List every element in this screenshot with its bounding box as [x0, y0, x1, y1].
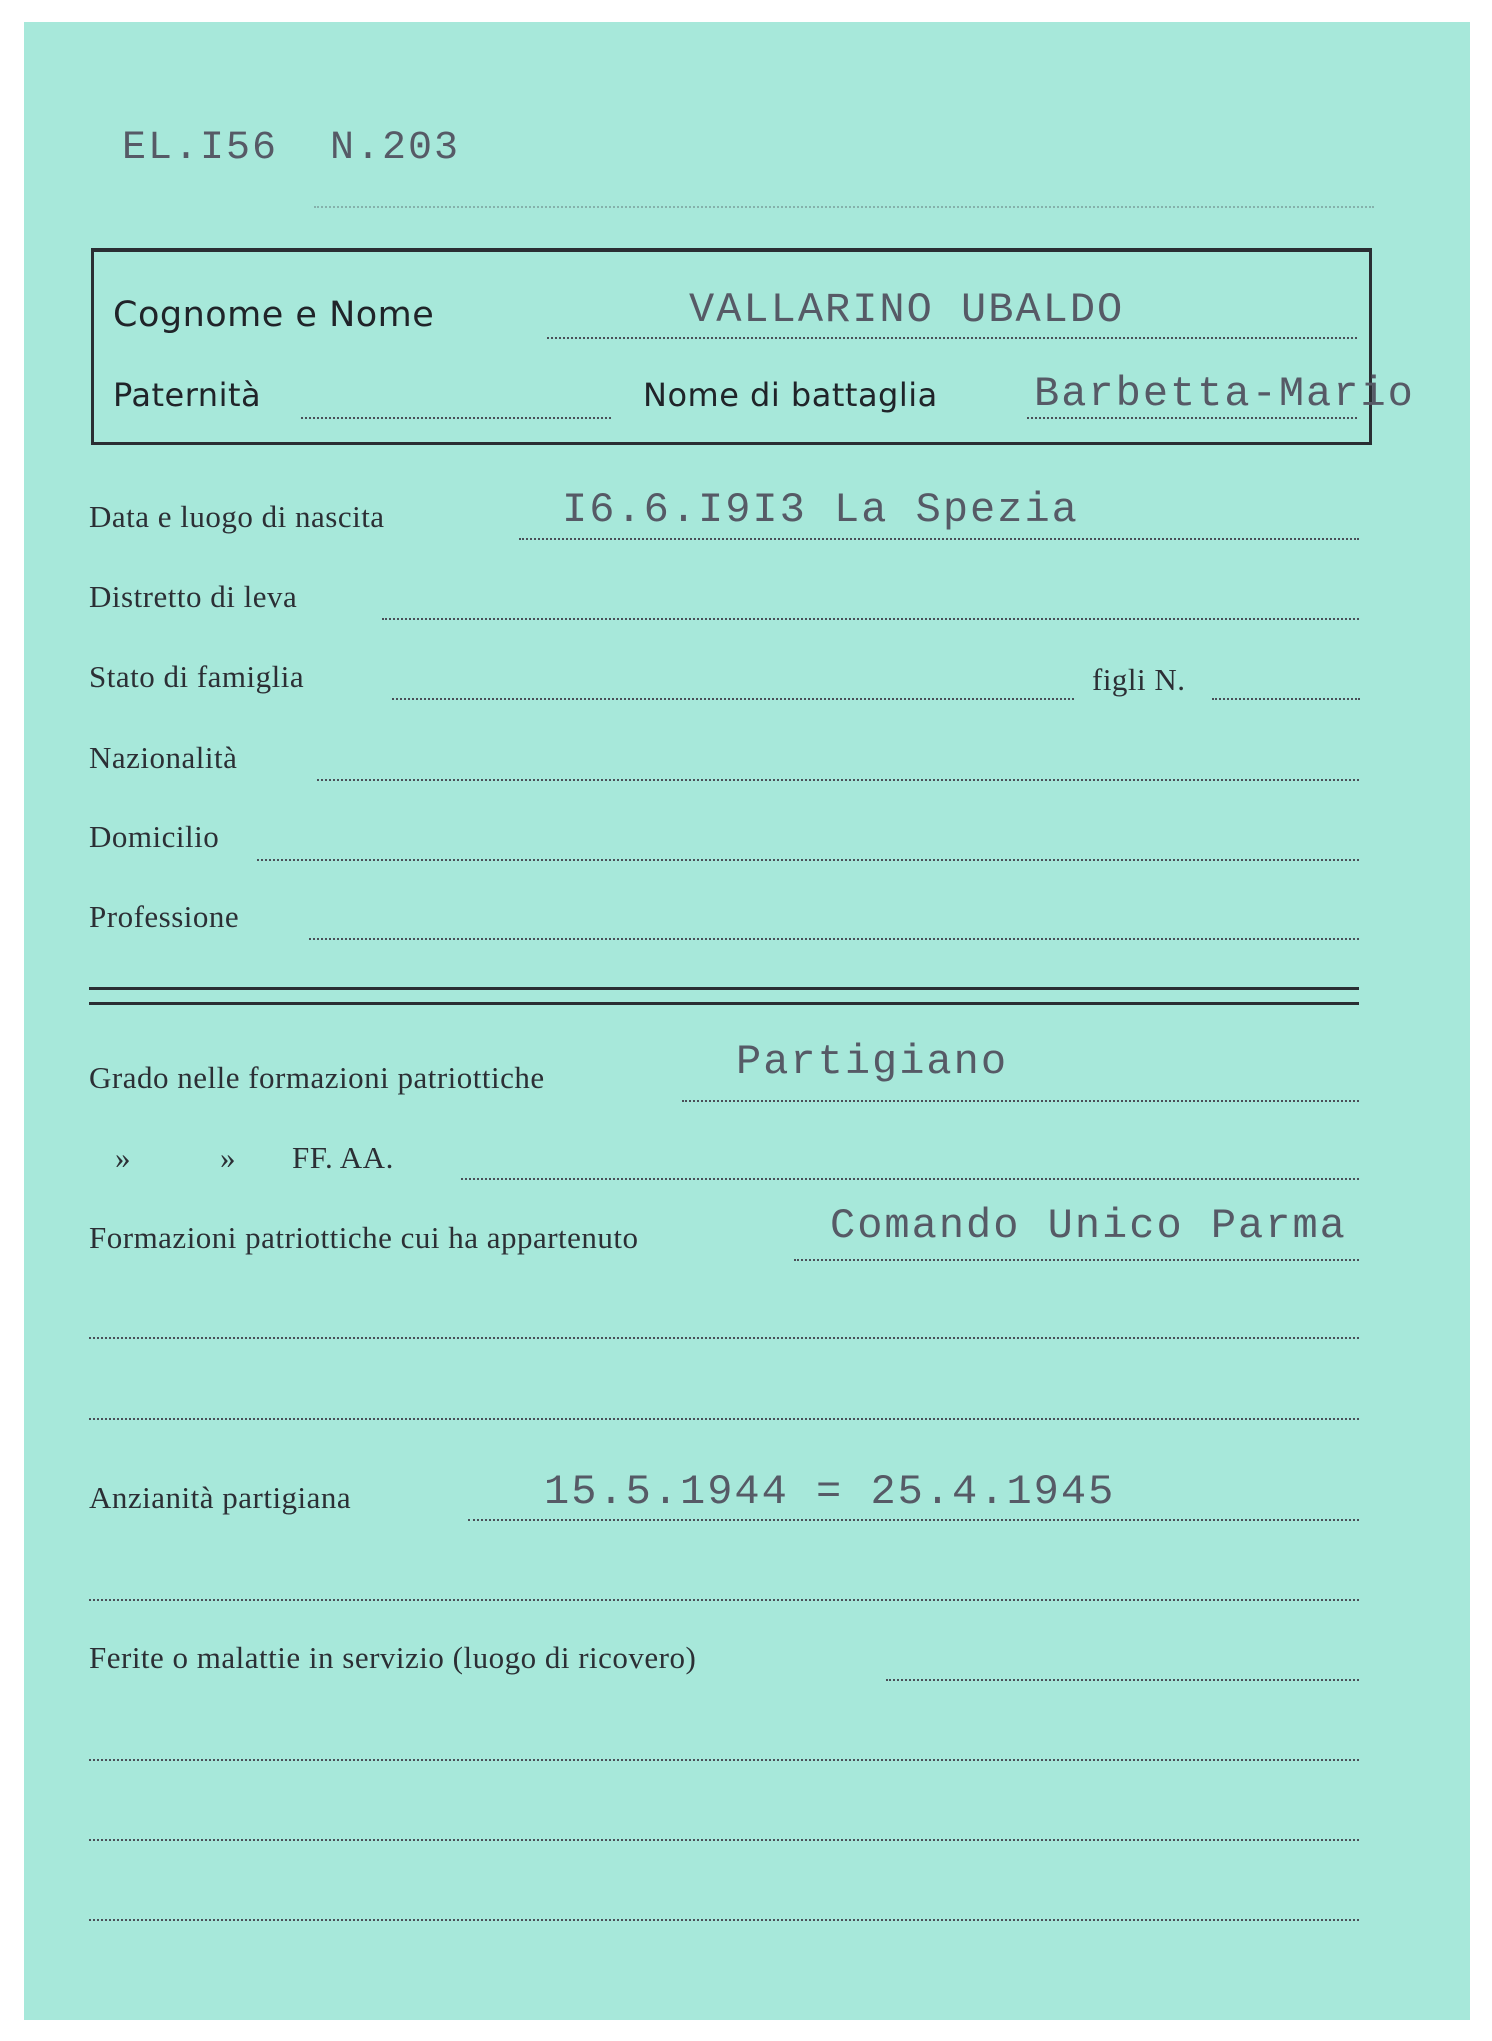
cognome-nome-label: Cognome e Nome: [113, 295, 435, 335]
ferite-label: Ferite o malattie in servizio (luogo di ricovero): [89, 1640, 697, 1675]
grado-label: Grado nelle formazioni patriottiche: [89, 1060, 545, 1095]
nascita-line: [519, 538, 1359, 540]
divider-top: [89, 987, 1359, 990]
paternita-line: [301, 417, 611, 419]
distretto-line: [382, 618, 1359, 620]
grado-value: Partigiano: [736, 1038, 1009, 1086]
partisan-record-card: [24, 22, 1470, 2020]
nazionalita-line: [317, 779, 1359, 781]
elenco-number: EL.I56: [122, 126, 279, 171]
paternita-label: Paternità: [113, 376, 262, 414]
formazioni-line: [794, 1259, 1359, 1261]
battaglia-value: Barbetta-Mario: [1034, 370, 1415, 418]
nascita-label: Data e luogo di nascita: [89, 499, 385, 534]
stato-famiglia-label: Stato di famiglia: [89, 659, 305, 694]
ferite-extra-line-3: [89, 1919, 1359, 1921]
distretto-label: Distretto di leva: [89, 579, 298, 614]
ffaa-line: [461, 1178, 1359, 1180]
cognome-nome-value: VALLARINO UBALDO: [689, 286, 1125, 334]
divider-bottom: [89, 1002, 1359, 1005]
nazionalita-label: Nazionalità: [89, 740, 238, 775]
domicilio-label: Domicilio: [89, 819, 220, 854]
formazioni-extra-line-2: [89, 1418, 1359, 1420]
ffaa-quote-2: »: [220, 1140, 236, 1175]
formazioni-value: Comando Unico Parma: [830, 1202, 1347, 1250]
ferite-extra-line-1: [89, 1759, 1359, 1761]
ffaa-label: FF. AA.: [292, 1140, 394, 1175]
formazioni-extra-line-1: [89, 1337, 1359, 1339]
stato-famiglia-line: [392, 698, 1074, 700]
anzianita-value: 15.5.1944 = 25.4.1945: [544, 1468, 1116, 1516]
domicilio-line: [257, 859, 1359, 861]
formazioni-label: Formazioni patriottiche cui ha appartenuto: [89, 1220, 639, 1255]
header-dots: [314, 206, 1374, 208]
grado-line: [682, 1100, 1359, 1102]
ferite-line: [886, 1679, 1359, 1681]
figli-label: figli N.: [1092, 662, 1186, 697]
professione-line: [309, 938, 1359, 940]
ferite-extra-line-2: [89, 1839, 1359, 1841]
cognome-nome-line: [547, 337, 1357, 339]
anzianita-label: Anzianità partigiana: [89, 1480, 352, 1515]
figli-line: [1212, 698, 1360, 700]
battaglia-label: Nome di battaglia: [643, 376, 938, 414]
anzianita-extra-line: [89, 1599, 1359, 1601]
record-number: N.203: [330, 126, 461, 171]
nascita-value: I6.6.I9I3 La Spezia: [562, 486, 1079, 534]
ffaa-quote-1: »: [115, 1140, 131, 1175]
professione-label: Professione: [89, 899, 240, 934]
anzianita-line: [468, 1519, 1359, 1521]
